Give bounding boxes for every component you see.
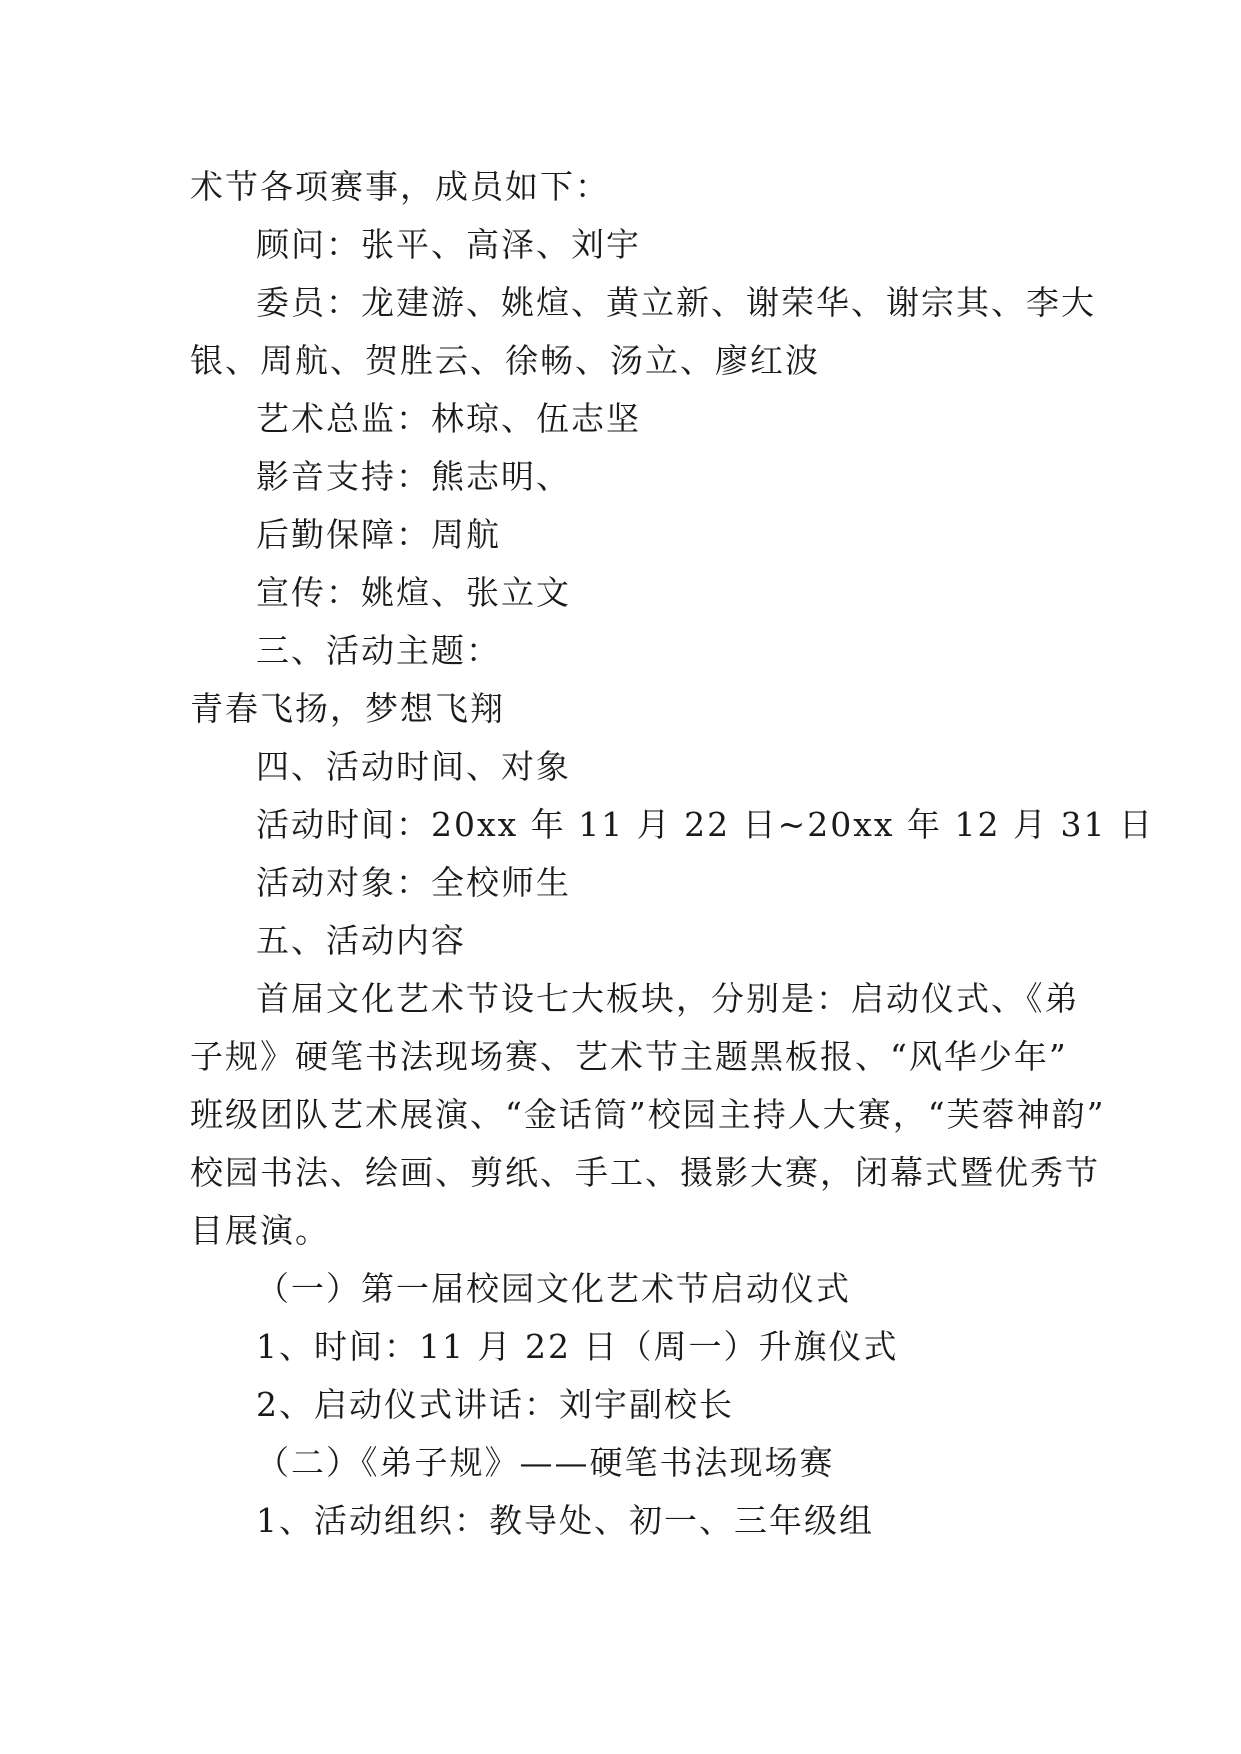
subsection-heading: （一）第一届校园文化艺术节启动仪式 — [256, 1269, 851, 1308]
section-heading: 四、活动时间、对象 — [256, 747, 571, 786]
text-line: 艺术总监：林琼、伍志坚 — [256, 399, 641, 438]
text-line: 首届文化艺术节设七大板块，分别是：启动仪式、《弟 — [256, 979, 1080, 1018]
section-heading: 五、活动内容 — [256, 921, 466, 960]
section-heading: 三、活动主题： — [256, 631, 501, 670]
text-line: 顾问：张平、高泽、刘宇 — [256, 225, 641, 264]
text-line: 校园书法、绘画、剪纸、手工、摄影大赛，闭幕式暨优秀节 — [190, 1153, 1100, 1192]
text-line: 后勤保障：周航 — [256, 515, 501, 554]
text-line: 青春飞扬，梦想飞翔 — [190, 689, 505, 728]
text-line: 宣传：姚煊、张立文 — [256, 573, 571, 612]
subsection-heading: （二）《弟子规》——硬笔书法现场赛 — [256, 1443, 835, 1482]
text-line: 1、活动组织：教导处、初一、三年级组 — [256, 1501, 874, 1540]
text-line: 2、启动仪式讲话：刘宇副校长 — [256, 1385, 734, 1424]
text-line: 目展演。 — [190, 1211, 330, 1250]
text-line: 活动对象：全校师生 — [256, 863, 571, 902]
text-line: 委员：龙建游、姚煊、黄立新、谢荣华、谢宗其、李大 — [256, 283, 1096, 322]
text-line: 活动时间：20xx 年 11 月 22 日~20xx 年 12 月 31 日 — [256, 805, 1154, 844]
text-line: 银、周航、贺胜云、徐畅、汤立、廖红波 — [190, 341, 820, 380]
text-line: 术节各项赛事，成员如下： — [190, 167, 610, 206]
text-line: 影音支持：熊志明、 — [256, 457, 571, 496]
text-line: 子规》硬笔书法现场赛、艺术节主题黑板报、“风华少年” — [190, 1037, 1068, 1076]
text-line: 班级团队艺术展演、“金话筒”校园主持人大赛，“芙蓉神韵” — [190, 1095, 1106, 1134]
text-line: 1、时间：11 月 22 日（周一）升旗仪式 — [256, 1327, 899, 1366]
